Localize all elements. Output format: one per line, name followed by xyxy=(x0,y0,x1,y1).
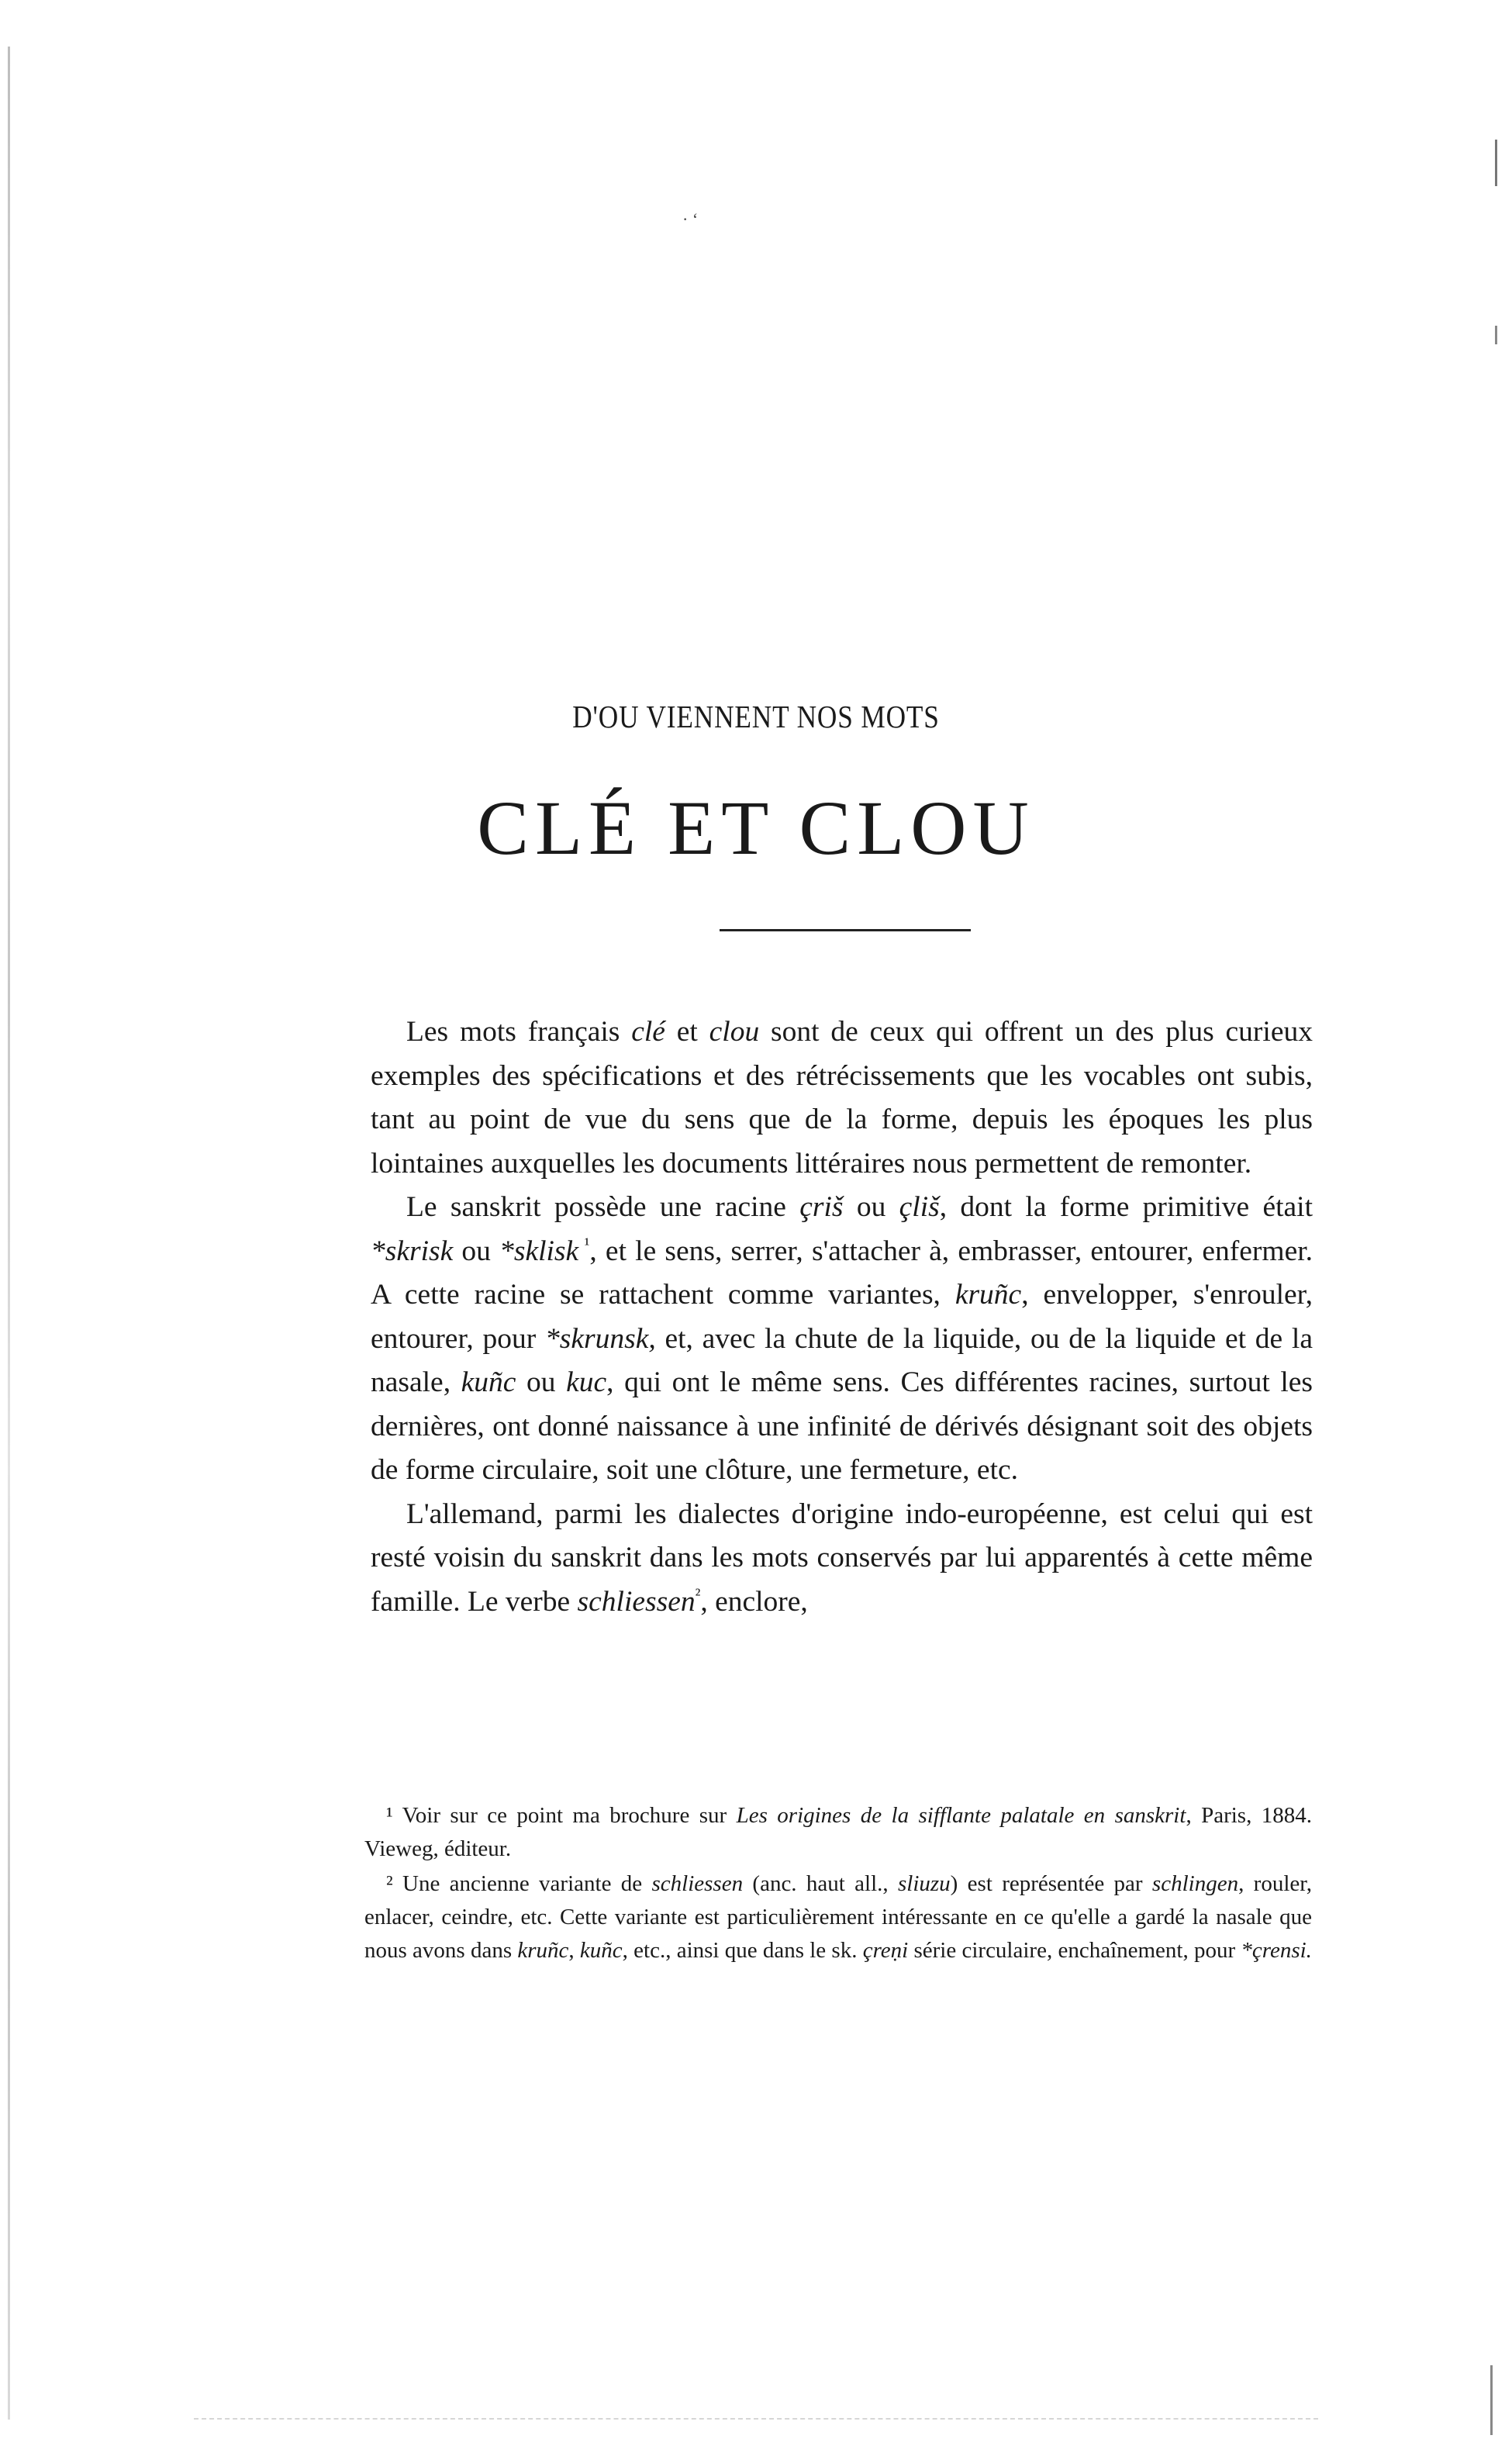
footnote xyxy=(364,1867,1312,1967)
italic-term: *sklisk xyxy=(499,1235,579,1267)
text-run: , enclore, xyxy=(700,1585,808,1618)
italic-term: *skrunsk, xyxy=(545,1322,656,1355)
italic-term: Les origines de la sifflante palatale en sanskrit xyxy=(736,1803,1186,1828)
paragraph xyxy=(371,1186,1313,1493)
scan-edge-mark xyxy=(1495,326,1497,344)
scan-bottom-noise xyxy=(194,2418,1318,2421)
text-run: Les mots français xyxy=(406,1016,632,1048)
text-run: , et le sens, serrer, s'attacher à, embrasser, entourer, enfermer. A cette racine se rattachent comme variantes, xyxy=(371,1235,1314,1311)
text-run: série circulaire, enchaînement, pour xyxy=(908,1938,1241,1963)
scan-edge-mark xyxy=(1495,140,1497,186)
text-run: (anc. haut all., xyxy=(743,1871,898,1896)
italic-term: kuc xyxy=(566,1366,607,1398)
title-rule xyxy=(720,929,971,931)
text-run: sont de ceux qui offrent un des plus curieux exemples des spécifications et des rétrécissements que les vocables ont subis, tant au point de vue du sens que de la forme, depuis les époques les plus lointaines auxquelles les documents littéraires nous permettent de remonter. xyxy=(371,1016,1313,1180)
footnote-ref: ¹ xyxy=(578,1234,590,1253)
running-title: D'OU VIENNENT NOS MOTS xyxy=(572,699,940,734)
scan-edge-mark xyxy=(1490,2365,1493,2435)
italic-term: sliuzu xyxy=(897,1871,951,1896)
footnote-ref: ² xyxy=(695,1584,701,1604)
text-run: ou xyxy=(516,1366,567,1398)
italic-term: *çrensi. xyxy=(1241,1938,1312,1963)
text-run: et xyxy=(665,1016,709,1048)
text-run: ² Une ancienne variante de xyxy=(386,1871,652,1896)
italic-term: *skrisk xyxy=(371,1235,454,1267)
text-run: , etc., ainsi que dans le sk. xyxy=(622,1938,863,1963)
italic-term: clé xyxy=(631,1016,665,1048)
paragraph xyxy=(371,1493,1313,1625)
text-run: , rouler, enlacer, ceindre, etc. Cette variante est particulièrement intéressante en ce qu'elle a gardé la nasale que nous avons dans xyxy=(364,1871,1312,1963)
italic-term: schliessen xyxy=(577,1585,696,1618)
text-run: ou xyxy=(843,1191,899,1223)
text-run: , qui ont le même sens. Ces différentes racines, surtout les dernières, ont donné naissance à une infinité de dérivés désignant soit des objets de forme circulaire, soit une clôture, une fermeture, etc. xyxy=(371,1366,1314,1486)
italic-term: clou xyxy=(709,1016,760,1048)
italic-term: çliš xyxy=(899,1191,940,1223)
text-run: , envelopper, s'enrouler, entourer, pour xyxy=(371,1279,1313,1355)
italic-term: kruñc xyxy=(517,1938,569,1963)
italic-term: çreṇi xyxy=(862,1938,909,1963)
text-run: ou xyxy=(453,1235,500,1267)
italic-term: schliessen xyxy=(651,1871,744,1896)
text-run: , dont la forme primitive était xyxy=(939,1191,1313,1223)
scan-edge-left xyxy=(8,47,10,2420)
text-run: L'allemand, parmi les dialectes d'origine indo-européenne, est celui qui est resté voisin du sanskrit dans les mots conservés par lui apparentés à cette même famille. Le verbe xyxy=(371,1497,1313,1618)
italic-term: kruñc xyxy=(954,1279,1022,1311)
italic-term: schlingen xyxy=(1151,1871,1239,1896)
text-run: ¹ Voir sur ce point ma brochure sur xyxy=(386,1803,737,1828)
text-run: ) est représentée par xyxy=(950,1871,1152,1896)
paragraph xyxy=(371,1010,1313,1186)
scan-speck: · ‘ xyxy=(682,209,699,229)
italic-term: kuñc xyxy=(579,1938,623,1963)
italic-term: kuñc xyxy=(461,1366,516,1398)
footnote xyxy=(364,1799,1312,1866)
footnotes xyxy=(364,1799,1312,1969)
text-run: Le sanskrit possède une racine xyxy=(406,1191,800,1223)
text-run: et, avec la chute de la liquide, ou de la liquide et de la nasale, xyxy=(371,1322,1313,1398)
body-text xyxy=(371,1010,1313,1624)
text-run: , Paris, 1884. Vieweg, éditeur. xyxy=(364,1803,1313,1861)
page-title: CLÉ ET CLOU xyxy=(477,785,1035,871)
text-run: , xyxy=(568,1938,580,1963)
italic-term: çriš xyxy=(799,1191,844,1223)
